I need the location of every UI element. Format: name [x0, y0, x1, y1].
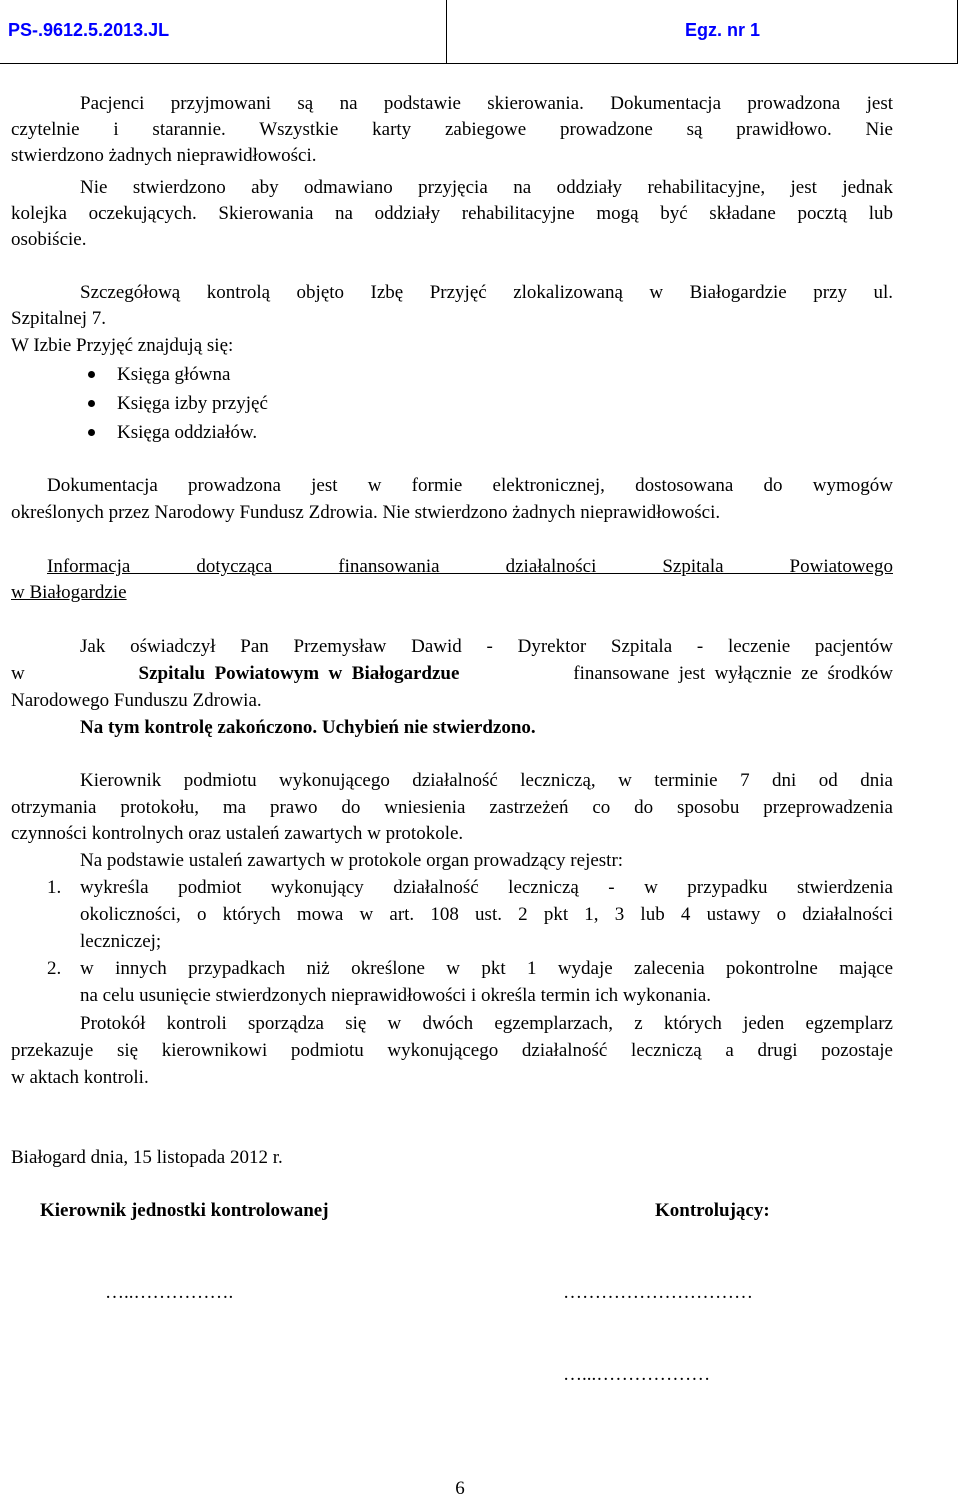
text-line	[11, 661, 893, 687]
text-line: Nie stwierdzono aby odmawiano przyjęcia na oddziały rehabilitacyjne, jest jednak	[80, 177, 893, 198]
bullet-icon	[88, 371, 95, 378]
list-item: Księga główna	[117, 364, 231, 385]
list-number: 1.	[47, 877, 62, 898]
signature-label-left: Kierownik jednostki kontrolowanej	[40, 1200, 329, 1221]
signature-dots-left: …..…………….	[105, 1282, 234, 1303]
text-line: Na podstawie ustaleń zawartych w protokole organ prowadzący rejestr:	[80, 850, 624, 871]
text-line: Kierownik podmiotu wykonującego działalność leczniczą, w terminie 7 dni od dnia	[80, 770, 893, 791]
hospital-name: Szpitalu Powiatowym w Białogardzue	[138, 663, 460, 684]
text-line: kolejka oczekujących. Skierowania na oddziały rehabilitacyjne mogą być składane pocztą lub	[11, 203, 893, 224]
text-line: w aktach kontroli.	[11, 1067, 149, 1088]
text-line: przekazuje się kierownikowi podmiotu wykonującego działalność leczniczą a drugi pozostaje	[11, 1040, 893, 1061]
section-heading: w Białogardzie	[11, 582, 127, 603]
list-number: 2.	[47, 958, 62, 979]
text-line: czytelnie i starannie. Wszystkie karty zabiegowe prowadzone są prawidłowo. Nie	[11, 119, 893, 140]
text-line: Pacjenci przyjmowani są na podstawie skierowania. Dokumentacja prowadzona jest	[80, 93, 893, 114]
text-fragment: w	[11, 663, 25, 684]
text-fragment: finansowane jest wyłącznie ze środków	[573, 663, 893, 684]
list-item: Księga oddziałów.	[117, 422, 258, 443]
document-header	[0, 0, 958, 66]
section-heading: Informacja dotycząca finansowania działalności Szpitala Powiatowego	[47, 556, 893, 577]
signature-dots-right: …...………………	[563, 1364, 711, 1385]
date-line: Białogard dnia, 15 listopada 2012 r.	[11, 1147, 283, 1168]
text-line: Dokumentacja prowadzona jest w formie elektronicznej, dostosowana do wymogów	[47, 475, 893, 496]
page-number: 6	[455, 1478, 465, 1499]
list-item: okoliczności, o których mowa w art. 108 ust. 2 pkt 1, 3 lub 4 ustawy o działalności	[80, 904, 893, 925]
list-item: wykreśla podmiot wykonujący działalność leczniczą - w przypadku stwierdzenia	[80, 877, 893, 898]
header-cell-right	[446, 0, 958, 64]
signature-label-right: Kontrolujący:	[655, 1200, 770, 1221]
list-item: leczniczej;	[80, 931, 162, 952]
text-line: otrzymania protokołu, ma prawo do wniesienia zastrzeżeń co do sposobu przeprowadzenia	[11, 797, 893, 818]
text-line: osobiście.	[11, 229, 87, 250]
document-id: PS-.9612.5.2013.JL	[8, 20, 170, 40]
text-line: określonych przez Narodowy Fundusz Zdrowia. Nie stwierdzono żadnych nieprawidłowości.	[11, 502, 721, 523]
list-item: w innych przypadkach niż określone w pkt 1 wydaje zalecenia pokontrolne mające	[80, 958, 893, 979]
text-line: Protokół kontroli sporządza się w dwóch egzemplarzach, z których jeden egzemplarz	[80, 1013, 893, 1034]
signature-dots-right: …………………………	[563, 1282, 753, 1303]
text-line: Narodowego Funduszu Zdrowia.	[11, 690, 262, 711]
text-line: stwierdzono żadnych nieprawidłowości.	[11, 145, 317, 166]
header-cell-left	[0, 0, 447, 64]
text-line: czynności kontrolnych oraz ustaleń zawartych w protokole.	[11, 823, 464, 844]
list-item: Księga izby przyjęć	[117, 393, 268, 414]
conclusion: Na tym kontrolę zakończono. Uchybień nie stwierdzono.	[80, 717, 536, 738]
text-line: Szpitalnej 7.	[11, 308, 106, 329]
list-item: na celu usunięcie stwierdzonych nieprawidłowości i określa termin ich wykonania.	[80, 985, 712, 1006]
text-line: W Izbie Przyjęć znajdują się:	[11, 335, 234, 356]
text-line: Szczegółową kontrolą objęto Izbę Przyjęć zlokalizowaną w Białogardzie przy ul.	[80, 282, 893, 303]
bullet-icon	[88, 400, 95, 407]
copy-number: Egz. nr 1	[685, 20, 761, 40]
text-line: Jak oświadczył Pan Przemysław Dawid - Dyrektor Szpitala - leczenie pacjentów	[80, 636, 893, 657]
bullet-icon	[88, 429, 95, 436]
